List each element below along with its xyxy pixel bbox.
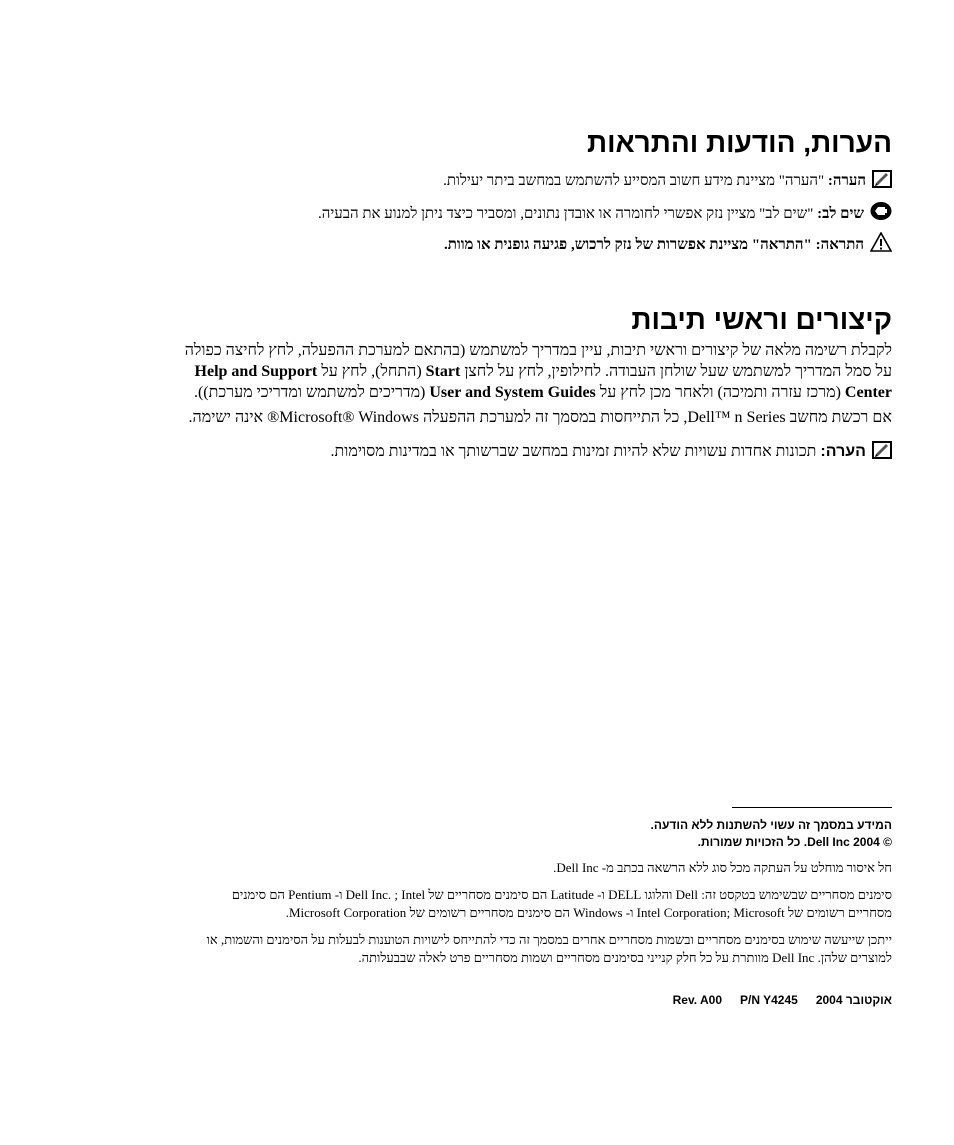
paragraph-line-1: לקבלת רשימה מלאה של קיצורים וראשי תיבות, עיין במדריך למשתמש (בהתאם למערכת ההפעלה, לחץ לחיצה כפולה <box>184 342 892 359</box>
notice-line <box>112 201 892 227</box>
trademark-line-1: סימנים מסחריים שבשימוש בטקסט זה: Dell והלוגו DELL ו- Latitude הם סימנים מסחריים של Dell Inc. ; Intel ו- Pentium הם סימנים <box>231 887 892 902</box>
text-run: (מדריכים למשתמש ומדריכי מערכת)). <box>193 384 430 401</box>
note-line-2 <box>112 441 892 465</box>
paragraph-line-2 <box>112 361 892 382</box>
other-marks-line-1: ייתכן שייעשה שימוש בסימנים מסחריים ובשמות מסחריים אחרים במסמך זה כדי להתייחס לישויות הטוענות לבעלות על הסימנים והשמות, או <box>206 932 892 947</box>
revision-line <box>112 993 892 1007</box>
center-label: Center <box>844 384 892 401</box>
abbreviations-paragraph <box>112 340 892 403</box>
start-label: Start <box>425 363 461 380</box>
user-guides-label: User and System Guides <box>429 384 596 401</box>
section-title-notes: הערות, הודעות והתראות <box>586 127 892 158</box>
section-title-abbreviations: קיצורים וראשי תיבות <box>631 304 892 335</box>
caution-line <box>112 232 892 258</box>
note-pencil-icon <box>872 170 892 194</box>
other-marks-line-2: למוצרים שלהן. Dell Inc מוותרת על כל חלק קנייני בסימנים מסחריים ושמות מסחריים פרט לאלה שבבעלותה. <box>358 950 892 965</box>
text-run: על סמל המדריך למשתמש שעל שולחן העבודה. לחילופין, לחץ על לחצן <box>460 363 892 380</box>
note-text: "הערה" מציינת מידע חשוב המסייע להשתמש במחשב ביתר יעילות. <box>443 173 828 189</box>
note-label: הערה: <box>820 443 866 460</box>
notice-hand-icon <box>870 201 892 227</box>
abbreviations-section <box>112 303 892 337</box>
text-run: (התחל), לחץ על <box>317 363 426 380</box>
trademark-line-2: מסחריים רשומים של Intel Corporation; Microsoft ו- Windows הם סימנים מסחריים רשומים של Microsoft Corporation. <box>285 905 892 920</box>
caution-body: "התראה" מציינת אפשרות של נזק לרכוש, פגיעה גופנית או מוות. <box>443 237 816 253</box>
note-line <box>112 170 892 194</box>
notes-section <box>112 126 892 160</box>
footer-copyright <box>112 817 892 851</box>
caution-text <box>444 237 864 253</box>
footer-trademarks <box>112 886 892 922</box>
note-pencil-icon <box>872 441 892 465</box>
caution-label: התראה: <box>815 237 864 253</box>
revision-date: אוקטובר 2004 <box>815 993 892 1007</box>
footer-other-marks <box>112 931 892 967</box>
footer-notice: המידע במסמך זה עשוי להשתנות ללא הודעה. <box>650 818 892 832</box>
footer-divider <box>732 807 892 808</box>
paragraph-line-3 <box>112 382 892 403</box>
n-series-paragraph: אם רכשת מחשב Dell™ n Series, כל התייחסות במסמך זה למערכת ההפעלה Microsoft® Windows® אינה ישימה. <box>188 409 892 426</box>
notice-text: "שים לב" מציין נזק אפשרי לחומרה או אובדן נתונים, ומסביר כיצד ניתן למנוע את הבעיה. <box>317 206 818 222</box>
note-text: תכונות אחדות עשויות שלא להיות זמינות במחשב שברשותך או במדינות מסוימות. <box>330 443 821 460</box>
text-run: (מרכז עזרה ותמיכה) ולאחר מכן לחץ על <box>595 384 845 401</box>
caution-triangle-icon <box>870 232 892 258</box>
footer-reproduction: חל איסור מוחלט על העתקה מכל סוג ללא הרשאה בכתב מ- Dell Inc. <box>553 860 892 875</box>
notice-label: שים לב: <box>817 206 864 222</box>
help-support-label: Help and Support <box>194 363 318 380</box>
part-number: P/N Y4245 <box>740 993 798 1007</box>
revision-number: Rev. A00 <box>672 993 722 1007</box>
note-label: הערה: <box>827 173 866 189</box>
footer-copyright-line: © 2004 Dell Inc. כל הזכויות שמורות. <box>697 835 892 849</box>
